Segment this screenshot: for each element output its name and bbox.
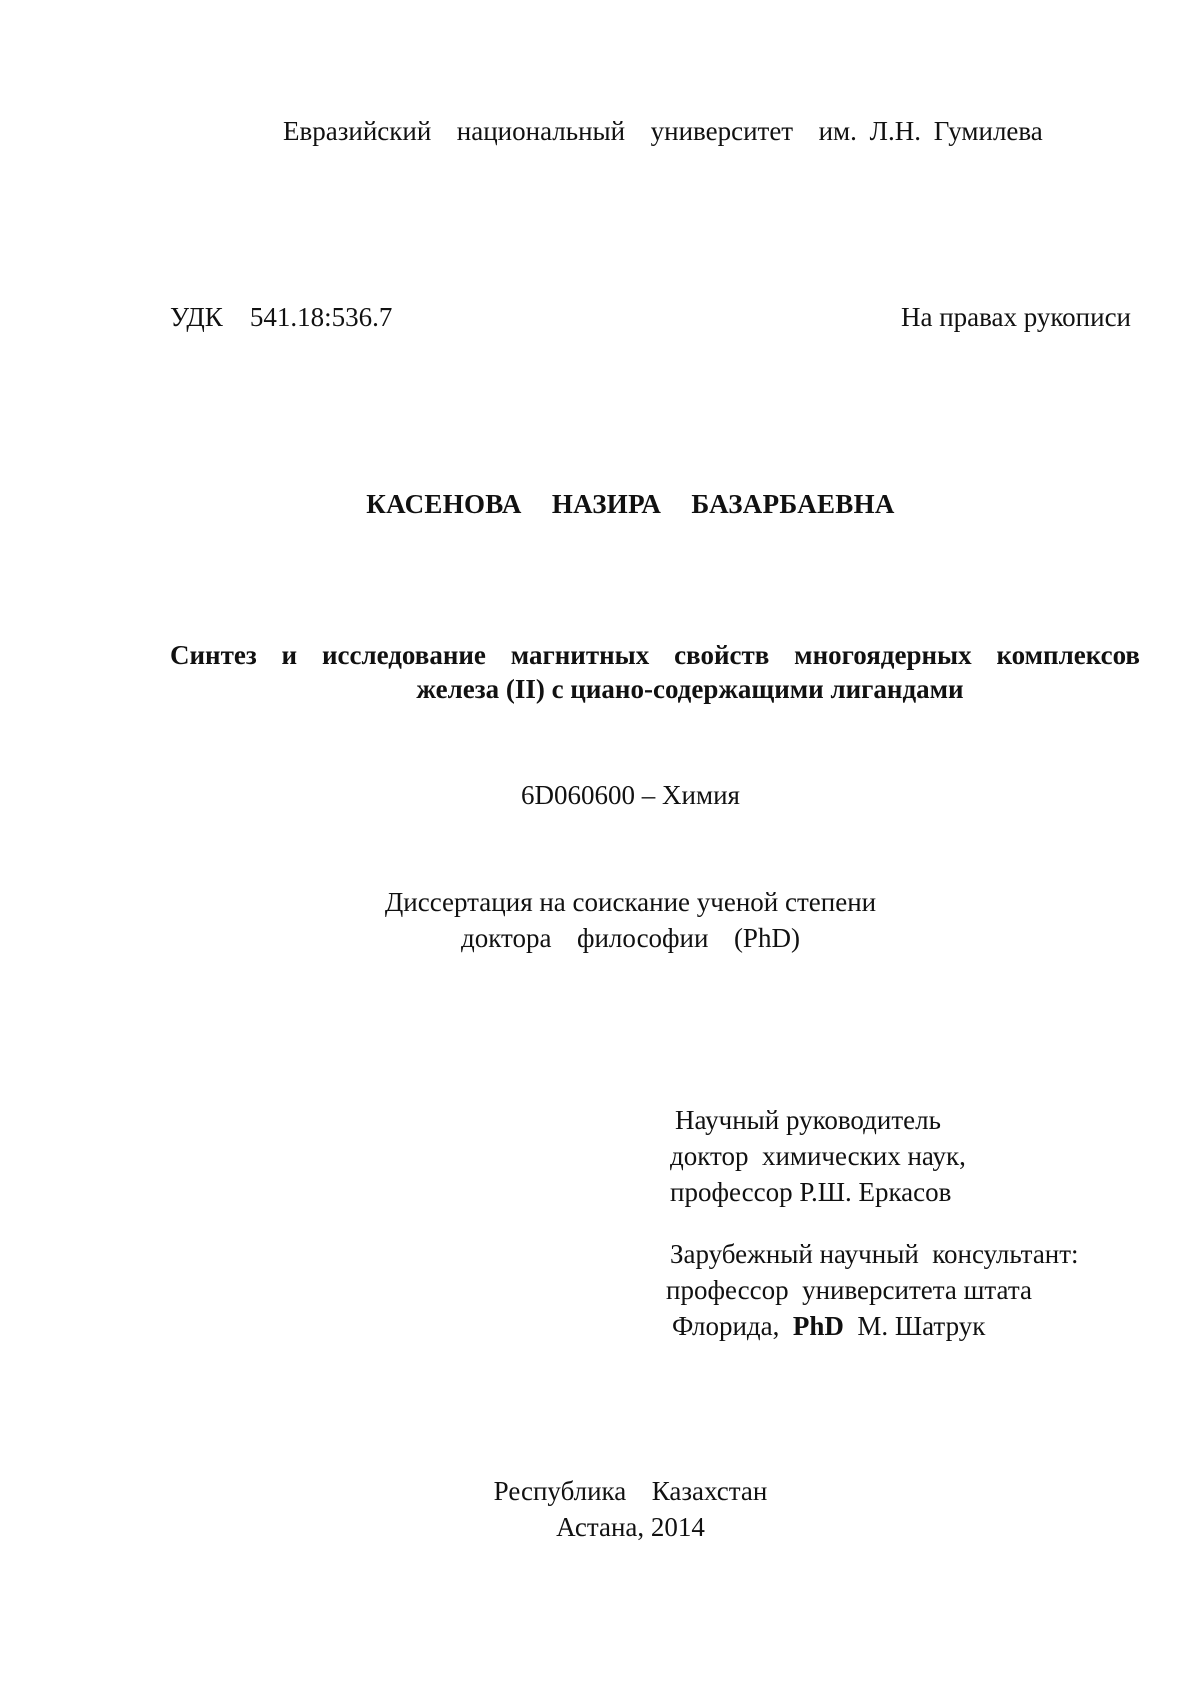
title-line: железа (II) с циано-содержащими лигандами — [416, 674, 964, 704]
title-line: Синтез и исследование магнитных свойств многоядерных комплексов — [170, 640, 1140, 670]
consultant-position: профессор университета штата — [666, 1275, 1032, 1305]
consultant-heading: Зарубежный научный консультант: — [670, 1239, 1079, 1269]
consultant-name: М. Шатрук — [843, 1311, 986, 1341]
university-name: Евразийский национальный университет им. Л.Н. Гумилева — [283, 116, 1043, 146]
udc-code: УДК 541.18:536.7 — [170, 302, 393, 332]
supervisor-block — [670, 1102, 966, 1210]
country: Республика Казахстан — [493, 1476, 768, 1506]
specialty-code: 6D060600 – Химия — [521, 780, 740, 810]
author-name: КАСЕНОВА НАЗИРА БАЗАРБАЕВНА — [366, 489, 895, 519]
degree-name: доктора философии (PhD) — [461, 923, 800, 953]
consultant-block — [666, 1236, 1079, 1344]
degree-statement: Диссертация на соискание ученой степени — [384, 887, 877, 917]
manuscript-note: На правах рукописи — [900, 302, 1131, 332]
consultant-degree: PhD — [792, 1311, 844, 1341]
dissertation-title — [170, 638, 1140, 706]
consultant-name-line — [672, 1308, 1079, 1344]
consultant-location: Флорида, — [672, 1311, 793, 1341]
supervisor-degree: доктор химических наук, — [670, 1141, 966, 1171]
supervisor-heading: Научный руководитель — [675, 1105, 941, 1135]
supervisor-name: профессор Р.Ш. Еркасов — [670, 1177, 952, 1207]
city-year: Астана, 2014 — [556, 1512, 705, 1542]
